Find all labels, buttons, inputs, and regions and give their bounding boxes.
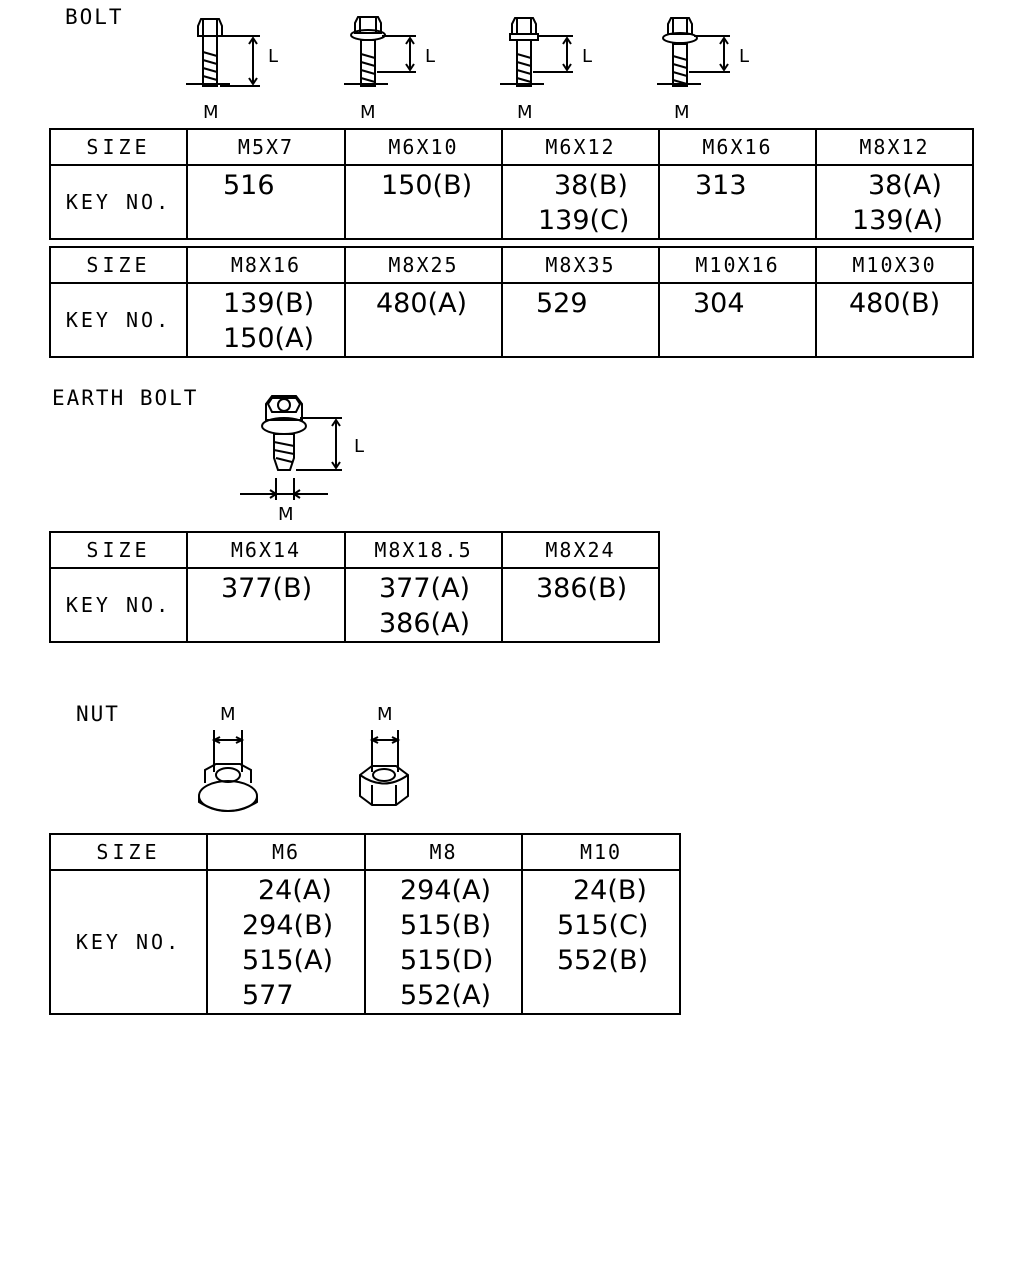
bolt-serrated-flange-icon (657, 18, 730, 86)
nut2-diameter-label: M (377, 704, 393, 725)
size-cell: M8X25 (345, 247, 502, 283)
earth-bolt-length-label: L (354, 436, 365, 457)
size-cell: M10X30 (816, 247, 973, 283)
size-cell: M8X18.5 (345, 532, 502, 568)
size-row-header: SIZE (50, 129, 187, 165)
bolt2-length-label: L (425, 46, 436, 67)
bolt3-length-label: L (582, 46, 593, 67)
key-row-header: KEY NO. (50, 283, 187, 357)
key-number: 552(A) (400, 980, 492, 1011)
bolt-flange-head-icon (344, 17, 416, 86)
earth-bolt-section-label: EARTH BOLT (52, 386, 199, 410)
bolt-hex-head-icon (186, 19, 260, 86)
bolt4-length-label: L (739, 46, 750, 67)
size-cell: M8X35 (502, 247, 659, 283)
key-row-header: KEY NO. (50, 165, 187, 239)
nut-section-label: NUT (76, 702, 120, 726)
size-cell: M6 (207, 834, 365, 870)
earth-bolt-icon (240, 396, 342, 500)
key-number: 386(A) (379, 608, 471, 639)
key-cell (659, 165, 816, 239)
key-number: 150(A) (223, 323, 315, 354)
key-cell (345, 283, 502, 357)
key-cell (187, 165, 345, 239)
key-cell (502, 568, 659, 642)
size-cell: M6X14 (187, 532, 345, 568)
bolt3-diameter-label: M (517, 102, 533, 123)
size-cell: M8X16 (187, 247, 345, 283)
key-cell (207, 870, 365, 1014)
size-row (50, 834, 680, 870)
key-number: 139(B) (223, 288, 315, 319)
key-number: 515(B) (400, 910, 492, 941)
bolt4-diameter-label: M (674, 102, 690, 123)
key-cell (187, 568, 345, 642)
key-number: 577 (242, 980, 294, 1011)
key-number: 38(A) (868, 170, 942, 201)
key-number: 24(B) (573, 875, 647, 906)
key-number: 515(C) (557, 910, 649, 941)
size-cell: M6X16 (659, 129, 816, 165)
nut1-diameter-label: M (220, 704, 236, 725)
key-number: 480(B) (849, 288, 941, 319)
size-cell: M6X12 (502, 129, 659, 165)
key-cell (816, 165, 973, 239)
key-row (50, 870, 680, 1014)
key-cell (502, 165, 659, 239)
key-number: 515(A) (242, 945, 334, 976)
earth-bolt-diameter-label: M (278, 504, 294, 525)
key-cell (659, 283, 816, 357)
key-cell (345, 165, 502, 239)
earth-bolt-table (49, 531, 660, 643)
bolt1-diameter-label: M (203, 102, 219, 123)
size-row (50, 129, 973, 165)
bolt-table-2 (49, 246, 974, 358)
size-row-header: SIZE (50, 532, 187, 568)
key-cell (365, 870, 522, 1014)
bolt-table-1 (49, 128, 974, 240)
key-row (50, 283, 973, 357)
bolt-section-label: BOLT (65, 5, 124, 29)
key-number: 24(A) (258, 875, 332, 906)
key-number: 38(B) (554, 170, 628, 201)
key-number: 386(B) (536, 573, 628, 604)
size-cell: M10X16 (659, 247, 816, 283)
key-number: 150(B) (381, 170, 473, 201)
key-number: 552(B) (557, 945, 649, 976)
size-row (50, 247, 973, 283)
size-cell: M6X10 (345, 129, 502, 165)
size-row-header: SIZE (50, 247, 187, 283)
key-number: 480(A) (376, 288, 468, 319)
key-row (50, 568, 659, 642)
key-number: 304 (693, 288, 745, 319)
key-number: 529 (536, 288, 588, 319)
key-number: 294(A) (400, 875, 492, 906)
key-cell (187, 283, 345, 357)
bolt-washer-head-icon (500, 18, 573, 86)
key-number: 516 (223, 170, 275, 201)
flange-nut-icon (199, 730, 257, 811)
key-number: 139(A) (852, 205, 944, 236)
key-number: 139(C) (538, 205, 630, 236)
key-cell (522, 870, 680, 1014)
key-number: 377(A) (379, 573, 471, 604)
key-number: 515(D) (400, 945, 494, 976)
size-row-header: SIZE (50, 834, 207, 870)
key-cell (816, 283, 973, 357)
key-row-header: KEY NO. (50, 870, 207, 1014)
size-row (50, 532, 659, 568)
size-cell: M8X24 (502, 532, 659, 568)
key-number: 377(B) (221, 573, 313, 604)
nut-table (49, 833, 681, 1015)
size-cell: M5X7 (187, 129, 345, 165)
hex-nut-icon (360, 730, 408, 805)
size-cell: M8X12 (816, 129, 973, 165)
key-cell (345, 568, 502, 642)
key-row-header: KEY NO. (50, 568, 187, 642)
size-cell: M8 (365, 834, 522, 870)
bolt1-length-label: L (268, 46, 279, 67)
key-row (50, 165, 973, 239)
key-cell (502, 283, 659, 357)
size-cell: M10 (522, 834, 680, 870)
key-number: 313 (695, 170, 747, 201)
bolt2-diameter-label: M (360, 102, 376, 123)
key-number: 294(B) (242, 910, 334, 941)
